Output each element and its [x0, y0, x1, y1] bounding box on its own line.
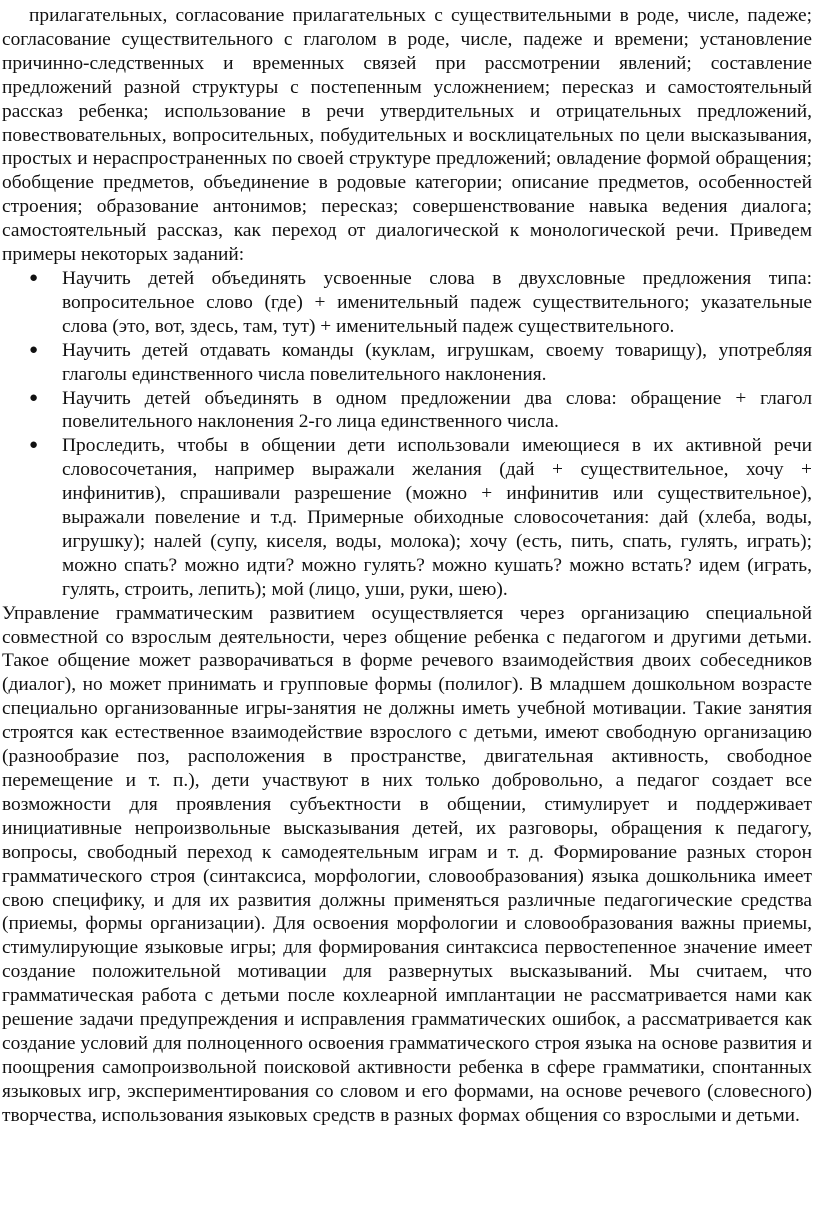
list-item — [29, 387, 812, 435]
list-item — [29, 434, 812, 601]
bullet-icon: ● — [29, 341, 39, 358]
bullet-icon: ● — [29, 389, 39, 406]
task-examples-list — [2, 267, 812, 602]
list-item — [29, 267, 812, 339]
main-paragraph: Управление грамматическим развитием осуществляется через организацию специальной совместной со взрослым деятельности, через общение ребенка с педагогом и другими детьми. Такое общение может разворачиваться в форме речевого взаимодействия двоих собеседников (диалог), но может принимать и групповые формы (полилог). В младшем дошкольном возрасте специально организованные игры-занятия не должны иметь учебной мотивации. Такие занятия строятся как естественное взаимодействие взрослого с детьми, имеют свободную организацию (разнообразие поз, расположения в пространстве, двигательная активность, свободное перемещение и т. п.), дети участвуют в них только добровольно, а педагог создает все возможности для проявления субъектности в общении, стимулирует и поддерживает инициативные непроизвольные высказывания детей, их разговоры, обращения к педагогу, вопросы, свободный переход к самодеятельным играм и т. д. Формирование разных сторон грамматического строя (синтаксиса, морфологии, словообразования) языка дошкольника имеет свою специфику, и для их развития должны применяться различные педагогические средства (приемы, формы организации). Для освоения морфологии и словообразования важны приемы, стимулирующие языковые игры; для формирования синтаксиса первостепенное значение имеет создание положительной мотивации для развернутых высказываний. Мы считаем, что грамматическая работа с детьми после кохлеарной имплантации не рассматривается нами как решение задачи предупреждения и исправления грамматических ошибок, а рассматривается как создание условий для полноценного освоения грамматического строя языка на основе развития и поощрения самопроизвольной поисковой активности ребенка в сфере грамматики, спонтанных языковых игр, экспериментирования со словом и его формами, на основе речевого (словесного) творчества, использования языковых средств в разных формах общения со взрослыми и детьми. — [2, 602, 812, 1126]
bullet-icon: ● — [29, 269, 39, 286]
list-item — [29, 339, 812, 387]
intro-paragraph: прилагательных, согласование прилагательных с существительными в роде, числе, падеже; согласование существительного с глаголом в роде, числе, падеже и времени; установление причинно-следственных и временных связей при рассмотрении явлений; составление предложений разной структуры с постепенным усложнением; пересказ и самостоятельный рассказ ребенка; использование в речи утвердительных и отрицательных предложений, повествовательных, вопросительных, побудительных и восклицательных по цели высказывания, простых и нераспространенных по своей структуре предложений; овладение формой обращения; обобщение предметов, объединение в родовые категории; описание предметов, особенностей строения; образование антонимов; пересказ; совершенствование навыка ведения диалога; самостоятельный рассказ, как переход от диалогической к монологической речи. Приведем примеры некоторых заданий: — [2, 5, 812, 266]
bullet-icon: ● — [29, 437, 39, 454]
list-item-text: Проследить, чтобы в общении дети использовали имеющиеся в их активной речи словосочетания, например выражали желания (дай + существительное, хочу + инфинитив), спрашивали разрешение (можно + инфинитив или существительное), выражали повеление и т.д. Примерные обиходные словосочетания: дай (хлеба, воды, игрушку); налей (супу, киселя, воды, молока); хочу (есть, пить, спать, гулять, играть); можно спать? можно идти? можно гулять? можно кушать? можно встать? идем (играть, гулять, строить, лепить); мой (лицо, уши, руки, шею). — [62, 435, 812, 600]
list-item-text: Научить детей объединять усвоенные слова в двухсловные предложения типа: вопросительное слово (где) + именительный падеж существительного; указательные слова (это, вот, здесь, там, тут) + именительный падеж существительного. — [62, 267, 812, 337]
list-item-text: Научить детей отдавать команды (куклам, игрушкам, своему товарищу), употребляя глаголы единственного числа повелительного наклонения. — [62, 339, 812, 385]
list-item-text: Научить детей объединять в одном предложении два слова: обращение + глагол повелительного наклонения 2-го лица единственного числа. — [62, 387, 812, 433]
